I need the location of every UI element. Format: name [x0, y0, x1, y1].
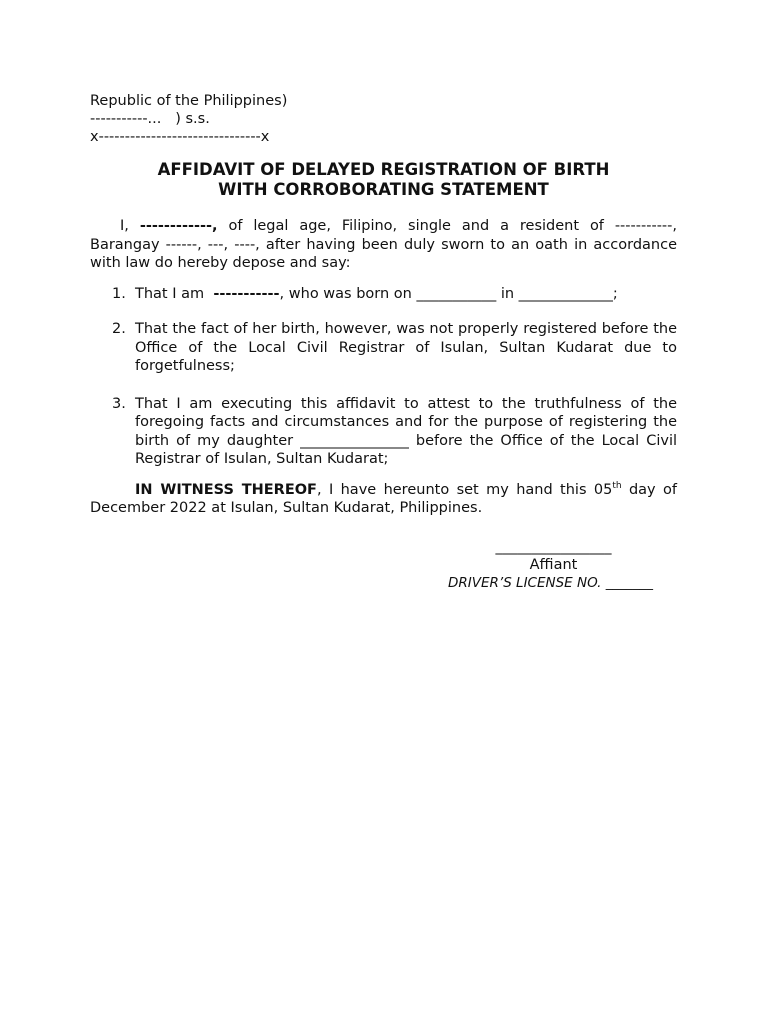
signature-line: ________________: [495, 539, 612, 555]
item-text: , who was born on ___________ in _____________;: [279, 285, 618, 302]
list-item: [90, 285, 677, 304]
item-text: That I am executing this affidavit to attest to the truthfulness of the foregoing facts and circumstances and for the purpose of registering the birth of my daughter _______________ before the Office of the Local Civil Registrar of Isulan, Sultan Kudarat;: [135, 395, 677, 467]
witness-lead: IN WITNESS THEREOF: [135, 481, 317, 498]
venue-line: -----------... ) s.s.: [90, 111, 210, 127]
title-line-1: AFFIDAVIT OF DELAYED REGISTRATION OF BIRTH: [157, 160, 610, 179]
republic-line: Republic of the Philippines): [90, 93, 288, 109]
separator-line: x-------------------------------x: [90, 129, 270, 145]
witness-text: , I have hereunto set my hand this 05: [316, 481, 613, 498]
list-item: [90, 395, 677, 469]
item-name-blank: -----------: [213, 285, 280, 302]
witness-paragraph: [90, 481, 677, 518]
venue-header: [90, 92, 677, 146]
signature-block: [490, 538, 617, 574]
title-line-2: WITH CORROBORATING STATEMENT: [218, 180, 549, 199]
item-number: 1.: [112, 285, 126, 302]
witness-text-2: day of December 2022 at Isulan, Sultan Kudarat, Philippines.: [90, 481, 677, 516]
item-number: 3.: [112, 395, 126, 412]
affiant-label: Affiant: [529, 557, 578, 573]
affiant-name-blank: ------------,: [139, 218, 218, 234]
item-number: 2.: [112, 321, 126, 337]
document-title: [90, 160, 677, 200]
affidavit-document: [90, 92, 677, 591]
statement-list: [90, 285, 677, 469]
item-text: That the fact of her birth, however, was not properly registered before the Office of the Local Civil Registrar of Isulan, Sultan Kudarat due to forgetfulness;: [135, 321, 677, 374]
intro-paragraph: [90, 217, 677, 273]
item-prefix: That I am: [135, 285, 214, 302]
intro-prefix: I,: [120, 218, 140, 234]
list-item: [90, 320, 677, 376]
drivers-license-line: DRIVER’S LICENSE NO. _______: [448, 575, 654, 591]
day-suffix: th: [612, 480, 622, 491]
intro-text: of legal age, Filipino, single and a resident of -----------, Barangay ------, ---, ----, after having been duly sworn to an oath in accordance with law do hereby depose and say:: [90, 218, 677, 271]
